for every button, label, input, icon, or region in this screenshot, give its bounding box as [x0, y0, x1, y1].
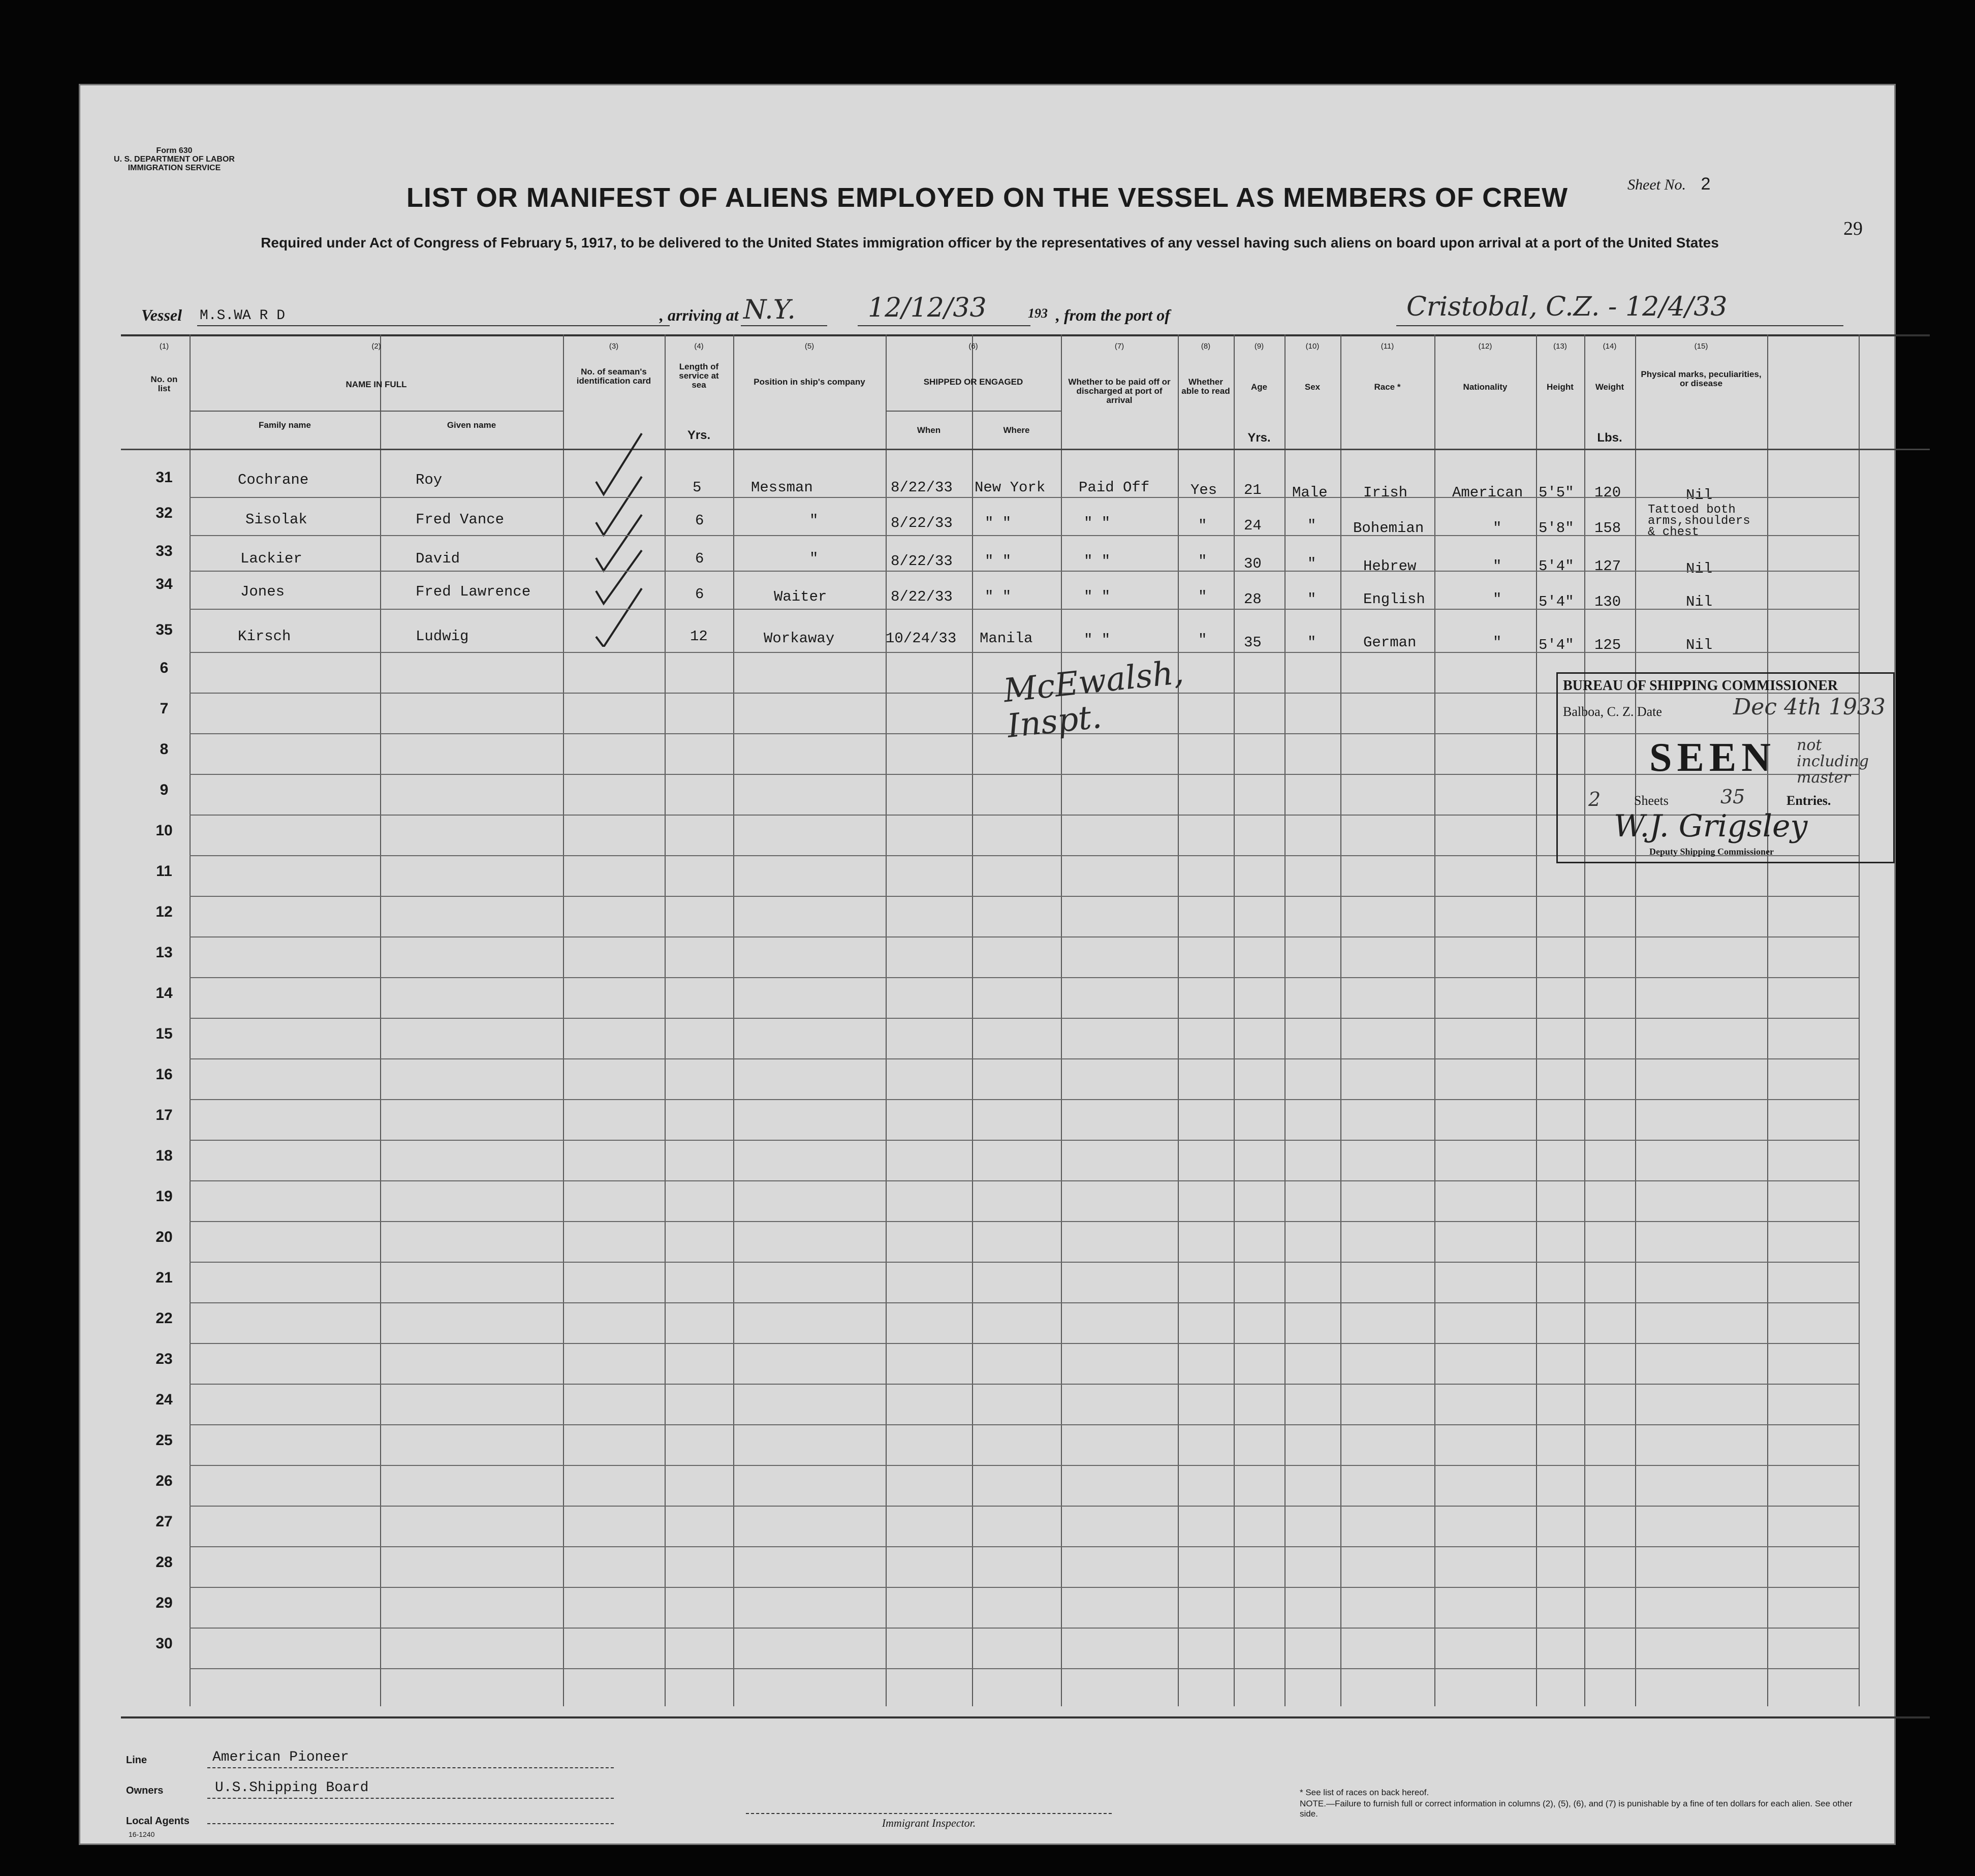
able-to-read: "	[1198, 553, 1207, 570]
departure-port: Cristobal, C.Z. - 12/4/33	[1406, 292, 1728, 322]
row-number: 35	[155, 621, 173, 638]
col13-number: (13)	[1553, 342, 1567, 351]
given-name: Roy	[416, 472, 443, 488]
col-header-where: Where	[1003, 425, 1030, 435]
col-header-length-of-service: Length of service at sea	[679, 362, 719, 390]
stamp-signature: W.J. Grigsley	[1614, 808, 1808, 844]
sheet-number-value: 2	[1701, 174, 1711, 194]
sex: Male	[1292, 484, 1328, 501]
row-number: 18	[155, 1147, 173, 1164]
weight: 127	[1594, 558, 1621, 575]
position: "	[809, 512, 819, 529]
family-name: Kirsch	[238, 628, 291, 645]
years-at-sea: 6	[695, 550, 704, 567]
row-number: 28	[155, 1554, 173, 1571]
manifest-sheet	[79, 84, 1896, 1845]
years-at-sea: 6	[695, 586, 704, 603]
col-header-family-name: Family name	[259, 420, 311, 430]
col6-number: (6)	[968, 342, 978, 351]
shipped-when: 10/24/33	[886, 630, 957, 647]
local-agents-label: Local Agents	[126, 1816, 190, 1827]
col11-number: (11)	[1381, 342, 1394, 351]
row-number: 13	[155, 944, 173, 961]
penalty-note: NOTE.—Failure to furnish full or correct information in columns (2), (5), (6), and (7) is punishable by a fine of ten dollars for each alien. See other side.	[1300, 1799, 1853, 1819]
row-number: 19	[155, 1188, 173, 1205]
col-header-nationality: Nationality	[1463, 382, 1508, 392]
shipped-where: " "	[985, 515, 1012, 531]
department-name: U. S. DEPARTMENT OF LABOR	[114, 155, 235, 164]
able-to-read: "	[1198, 517, 1207, 534]
row-number: 15	[155, 1025, 173, 1042]
col10-number: (10)	[1305, 342, 1320, 351]
age: 30	[1244, 555, 1262, 572]
col-header-years-unit: Yrs.	[687, 428, 711, 442]
line-value: American Pioneer	[212, 1749, 349, 1765]
physical-marks: Nil	[1686, 560, 1713, 577]
document-subtitle: Required under Act of Congress of February 5, 1917, to be delivered to the United States immigration officer by the representatives of any vessel having such aliens on board upon arrival at a port of the United States	[261, 235, 1719, 251]
position: Workaway	[764, 630, 835, 647]
form-number: Form 630	[156, 146, 193, 155]
row-number: 24	[155, 1391, 173, 1408]
shipped-when: 8/22/33	[891, 515, 953, 531]
col-header-sex: Sex	[1304, 382, 1321, 392]
race: German	[1363, 634, 1417, 651]
from-port-label: , from the port of	[1056, 306, 1170, 324]
sheet-number-label: Sheet No.	[1627, 176, 1686, 193]
col-header-id-card: No. of seaman's identification card	[576, 367, 651, 386]
stamp-sheets-label: Sheets	[1634, 793, 1669, 808]
row-number: 7	[160, 700, 169, 717]
row-number: 9	[160, 781, 169, 798]
col9-number: (9)	[1254, 342, 1264, 351]
row-number: 32	[155, 505, 173, 521]
paid-off: " "	[1084, 632, 1111, 648]
given-name: Fred Vance	[416, 511, 505, 528]
row-number: 34	[155, 576, 173, 592]
page-number: 29	[1843, 218, 1863, 239]
row-number: 33	[155, 543, 173, 559]
row-number: 11	[156, 863, 172, 880]
col-header-paid-off: Whether to be paid off or discharged at port of arrival	[1068, 377, 1171, 405]
race: Irish	[1363, 484, 1408, 501]
shipped-when: 8/22/33	[891, 479, 953, 496]
shipped-when: 8/22/33	[891, 588, 953, 605]
family-name: Lackier	[240, 550, 302, 567]
paid-off: Paid Off	[1079, 479, 1150, 496]
race: Bohemian	[1353, 520, 1424, 537]
nationality: "	[1493, 558, 1502, 575]
race: English	[1363, 591, 1425, 608]
stamp-entries-label: Entries.	[1786, 793, 1831, 808]
physical-marks: Nil	[1686, 487, 1713, 504]
sex: "	[1307, 555, 1316, 572]
row-number: 20	[155, 1229, 173, 1245]
years-at-sea: 6	[695, 512, 704, 529]
nationality: "	[1493, 520, 1502, 537]
nationality: "	[1493, 591, 1502, 608]
row-number: 30	[155, 1635, 173, 1652]
owners-value: U.S.Shipping Board	[215, 1780, 369, 1796]
row-number: 27	[155, 1513, 173, 1530]
race: Hebrew	[1363, 558, 1417, 575]
shipped-when: 8/22/33	[891, 553, 953, 570]
races-note: * See list of races on back hereof.	[1300, 1788, 1429, 1797]
col14-number: (14)	[1603, 342, 1617, 351]
col-header-race: Race *	[1374, 382, 1401, 392]
col-header-position: Position in ship's company	[754, 377, 865, 387]
shipping-commissioner-stamp	[1556, 672, 1895, 863]
row-number: 8	[160, 741, 169, 758]
years-at-sea: 5	[693, 479, 702, 496]
inspector-signature: McEwalsh, Inspt.	[1001, 653, 1186, 745]
year-suffix: 193	[1028, 306, 1048, 321]
vessel-name: M.S.WA R D	[200, 308, 286, 324]
sex: "	[1307, 634, 1316, 651]
sex: "	[1307, 517, 1316, 534]
weight: 120	[1594, 484, 1621, 501]
vessel-line	[141, 292, 1843, 334]
row-number: 25	[155, 1432, 173, 1449]
able-to-read: "	[1198, 632, 1207, 648]
stamp-date: Dec 4th 1933	[1733, 694, 1886, 720]
stamp-note: not including master	[1797, 736, 1869, 787]
col12-number: (12)	[1478, 342, 1492, 351]
stamp-sheets-count: 2	[1588, 788, 1601, 810]
family-name: Cochrane	[238, 472, 309, 488]
vessel-label: Vessel	[141, 306, 182, 324]
col-header-number: No. on list	[150, 374, 178, 393]
shipped-where: Manila	[980, 630, 1033, 647]
row-number: 31	[155, 469, 173, 486]
paid-off: " "	[1084, 553, 1111, 570]
row-number: 10	[155, 822, 173, 839]
position: "	[809, 550, 819, 567]
sex: "	[1307, 591, 1316, 608]
row-number: 22	[155, 1310, 173, 1327]
able-to-read: "	[1198, 588, 1207, 605]
col2-number: (2)	[371, 342, 381, 351]
height: 5'4"	[1539, 558, 1574, 575]
form-code: 16-1240	[129, 1830, 155, 1838]
height: 5'4"	[1539, 637, 1574, 653]
col1-number: (1)	[159, 342, 169, 351]
given-name: David	[416, 550, 460, 567]
row-number: 23	[155, 1351, 173, 1367]
stamp-title: BUREAU OF SHIPPING COMMISSIONER	[1563, 678, 1838, 694]
row-number: 16	[155, 1066, 173, 1083]
paid-off: " "	[1084, 515, 1111, 531]
given-name: Fred Lawrence	[416, 583, 531, 600]
arriving-port: N.Y.	[743, 295, 796, 325]
family-name: Jones	[240, 583, 285, 600]
row-number: 6	[160, 660, 169, 676]
nationality: "	[1493, 634, 1502, 651]
owners-label: Owners	[126, 1785, 164, 1796]
height: 5'4"	[1539, 593, 1574, 610]
col-header-able-to-read: Whether able to read	[1181, 377, 1230, 396]
paid-off: " "	[1084, 588, 1111, 605]
col-header-when: When	[917, 425, 941, 435]
document-title: LIST OR MANIFEST OF ALIENS EMPLOYED ON THE VESSEL AS MEMBERS OF CREW	[406, 182, 1569, 213]
age: 28	[1244, 591, 1262, 608]
weight: 130	[1594, 593, 1621, 610]
col-header-given-name: Given name	[447, 420, 496, 430]
physical-marks: Nil	[1686, 593, 1713, 610]
col3-number: (3)	[609, 342, 619, 351]
col7-number: (7)	[1114, 342, 1124, 351]
family-name: Sisolak	[245, 511, 307, 528]
shipped-where: " "	[985, 553, 1012, 570]
nationality: American	[1452, 484, 1523, 501]
weight: 158	[1594, 520, 1621, 537]
immigrant-inspector-label: Immigrant Inspector.	[882, 1817, 976, 1829]
physical-marks: Tattoed both arms,shoulders & chest	[1648, 503, 1750, 539]
given-name: Ludwig	[416, 628, 469, 645]
position: Messman	[751, 479, 813, 496]
position: Waiter	[774, 588, 827, 605]
col-header-age: Age	[1250, 382, 1268, 392]
col4-number: (4)	[694, 342, 704, 351]
line-label: Line	[126, 1755, 147, 1766]
row-number: 14	[155, 985, 173, 1002]
col5-number: (5)	[804, 342, 814, 351]
stamp-place-date-label: Balboa, C. Z. Date	[1563, 704, 1662, 719]
service-name: IMMIGRATION SERVICE	[128, 164, 221, 172]
physical-marks: Nil	[1686, 637, 1713, 653]
height: 5'8"	[1539, 520, 1574, 537]
age: 35	[1244, 634, 1262, 651]
col-header-age-unit: Yrs.	[1247, 431, 1271, 445]
form-identifier	[111, 146, 238, 172]
weight: 125	[1594, 637, 1621, 653]
col-header-name-in-full: NAME IN FULL	[346, 380, 407, 389]
row-number: 29	[155, 1594, 173, 1611]
arrival-date: 12/12/33	[868, 293, 987, 323]
shipped-where: New York	[975, 479, 1046, 496]
col8-number: (8)	[1201, 342, 1211, 351]
row-number: 12	[155, 903, 173, 920]
stamp-officer-title: Deputy Shipping Commissioner	[1649, 847, 1774, 857]
height: 5'5"	[1539, 484, 1574, 501]
col-header-height: Height	[1547, 382, 1574, 392]
age: 24	[1244, 517, 1262, 534]
years-at-sea: 12	[690, 628, 708, 645]
row-number: 17	[155, 1107, 173, 1123]
row-number: 26	[155, 1473, 173, 1489]
arriving-label: , arriving at	[660, 306, 739, 324]
age: 21	[1244, 482, 1262, 498]
col15-number: (15)	[1694, 342, 1708, 351]
stamp-seen: SEEN	[1649, 735, 1776, 780]
shipped-where: " "	[985, 588, 1012, 605]
col-header-weight-unit: Lbs.	[1597, 431, 1622, 445]
col-header-weight: Weight	[1595, 382, 1624, 392]
able-to-read: Yes	[1190, 482, 1217, 498]
stamp-entries-count: 35	[1720, 786, 1745, 808]
col-header-shipped-or-engaged: SHIPPED OR ENGAGED	[923, 377, 1023, 387]
col-header-physical-marks: Physical marks, peculiarities, or disease	[1641, 369, 1762, 388]
row-number: 21	[155, 1269, 173, 1286]
